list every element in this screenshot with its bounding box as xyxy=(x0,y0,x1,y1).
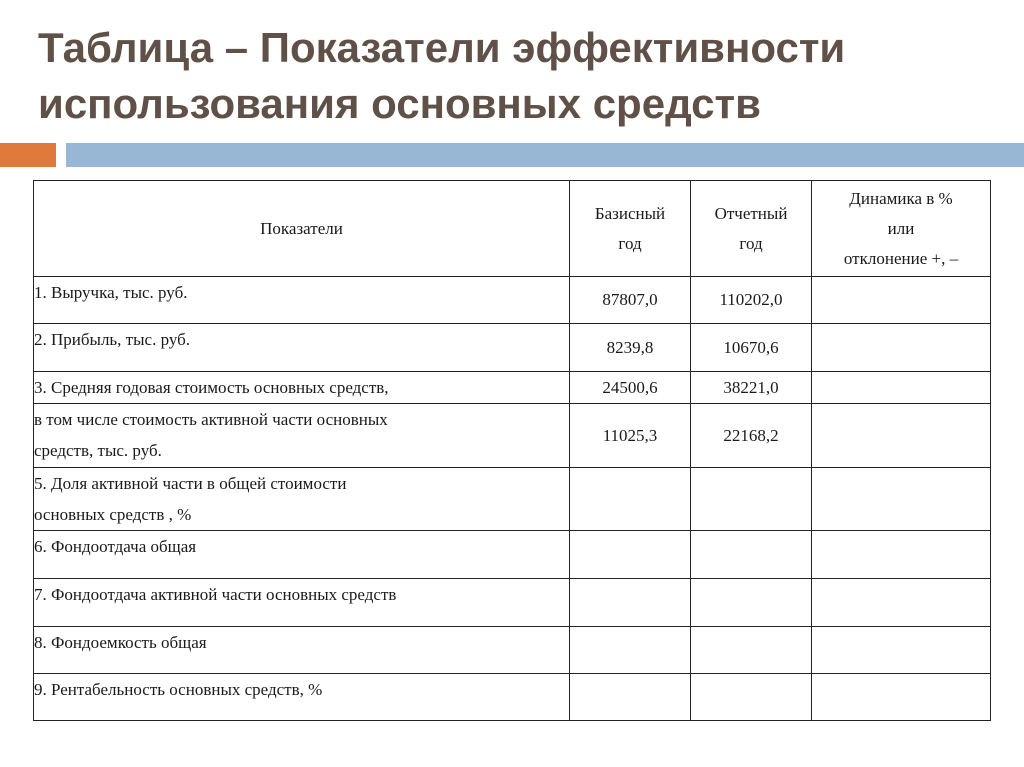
table-row xyxy=(34,468,991,531)
row-dynamics-value xyxy=(812,627,991,674)
header-dynamics xyxy=(812,181,991,277)
table-row xyxy=(34,674,991,721)
row-label xyxy=(34,404,570,468)
row-label: 2. Прибыль, тыс. руб. xyxy=(34,324,570,372)
header-dynamics-line-1: Динамика в % xyxy=(849,188,953,208)
row-label: 8. Фондоемкость общая xyxy=(34,627,570,674)
accent-bar xyxy=(0,143,56,167)
row-dynamics-value xyxy=(812,674,991,721)
row-dynamics-value xyxy=(812,372,991,404)
row-base-value xyxy=(570,468,691,531)
row-base-value: 11025,3 xyxy=(570,404,691,468)
row-base-value: 24500,6 xyxy=(570,372,691,404)
row-report-value xyxy=(691,468,812,531)
row-label xyxy=(34,468,570,531)
table-row xyxy=(34,277,991,324)
row-report-value xyxy=(691,627,812,674)
row-report-value xyxy=(691,579,812,627)
row-report-value: 22168,2 xyxy=(691,404,812,468)
row-label-line-1: 5. Доля активной части в общей стоимости xyxy=(34,474,347,493)
header-dynamics-line-2: или xyxy=(887,218,915,238)
row-dynamics-value xyxy=(812,531,991,579)
table-row xyxy=(34,627,991,674)
slide-title xyxy=(38,20,998,132)
row-label-line-2: основных средств , % xyxy=(34,505,192,524)
row-report-value: 110202,0 xyxy=(691,277,812,324)
row-dynamics-value xyxy=(812,277,991,324)
table-row xyxy=(34,579,991,627)
table-header-row xyxy=(34,181,991,277)
efficiency-table xyxy=(33,180,991,721)
header-report-year-line-2: год xyxy=(739,233,763,253)
row-label: 6. Фондоотдача общая xyxy=(34,531,570,579)
table-row xyxy=(34,404,991,468)
header-indicator: Показатели xyxy=(34,181,570,277)
row-report-value: 10670,6 xyxy=(691,324,812,372)
row-base-value xyxy=(570,627,691,674)
row-dynamics-value xyxy=(812,579,991,627)
row-label: 7. Фондоотдача активной части основных средств xyxy=(34,579,570,627)
slide-title-line-2: использования основных средств xyxy=(38,80,761,127)
header-report-year-line-1: Отчетный xyxy=(714,203,788,223)
header-report-year xyxy=(691,181,812,277)
row-base-value xyxy=(570,579,691,627)
row-dynamics-value xyxy=(812,404,991,468)
row-label: 3. Средняя годовая стоимость основных средств, xyxy=(34,372,570,404)
row-report-value xyxy=(691,531,812,579)
header-dynamics-line-3: отклонение +, – xyxy=(843,248,959,268)
row-label: 1. Выручка, тыс. руб. xyxy=(34,277,570,324)
row-dynamics-value xyxy=(812,324,991,372)
row-report-value xyxy=(691,674,812,721)
row-base-value xyxy=(570,674,691,721)
row-base-value: 8239,8 xyxy=(570,324,691,372)
slide-title-line-1: Таблица – Показатели эффективности xyxy=(38,24,846,71)
row-label-line-2: средств, тыс. руб. xyxy=(34,441,162,460)
row-base-value xyxy=(570,531,691,579)
row-dynamics-value xyxy=(812,468,991,531)
header-base-year xyxy=(570,181,691,277)
row-label-line-1: в том числе стоимость активной части основных xyxy=(34,410,388,429)
table-row xyxy=(34,324,991,372)
table-row xyxy=(34,372,991,404)
row-base-value: 87807,0 xyxy=(570,277,691,324)
row-report-value: 38221,0 xyxy=(691,372,812,404)
table-row xyxy=(34,531,991,579)
header-base-year-line-1: Базисный xyxy=(594,203,666,223)
row-label: 9. Рентабельность основных средств, % xyxy=(34,674,570,721)
header-base-year-line-2: год xyxy=(618,233,642,253)
title-rule-bar xyxy=(66,143,1024,167)
